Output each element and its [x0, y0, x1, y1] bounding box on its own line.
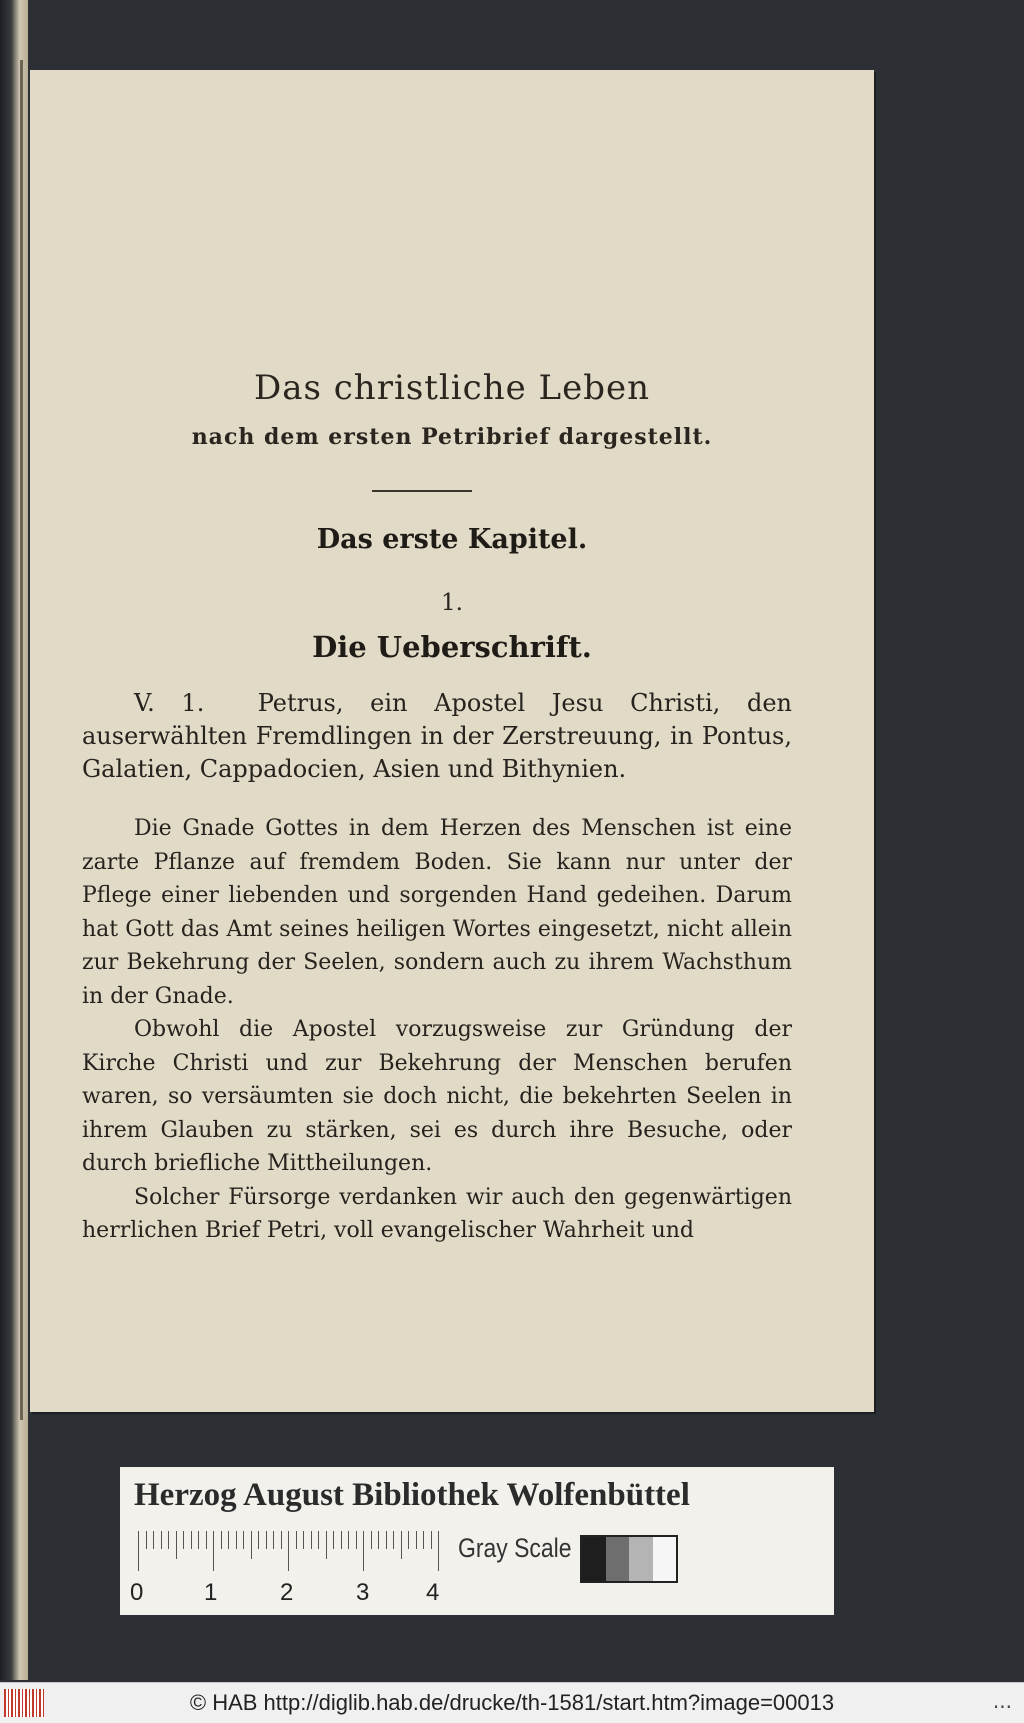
gray-scale-label: Gray Scale [458, 1533, 572, 1563]
ruler-tick [146, 1531, 147, 1549]
ruler-number: 4 [426, 1579, 440, 1606]
gray-scale-bar [580, 1535, 678, 1583]
ruler-tick [183, 1531, 184, 1549]
ruler-tick [213, 1531, 214, 1571]
page-subtitle: nach dem ersten Petribrief dargestellt. [191, 424, 713, 450]
ruler-tick [356, 1531, 357, 1549]
ruler-number: 0 [130, 1579, 144, 1606]
ruler-tick [333, 1531, 334, 1549]
ruler-tick [371, 1531, 372, 1549]
ruler-tick [258, 1531, 259, 1549]
ruler-tick [236, 1531, 237, 1549]
ruler-tick [363, 1531, 364, 1571]
library-name: Herzog August Bibliothek Wolfenbüttel [134, 1477, 690, 1513]
ruler-tick [138, 1531, 139, 1571]
page-title: Das christliche Leben [253, 368, 651, 408]
gray-swatch [606, 1537, 630, 1581]
verse-label: V. 1. [134, 689, 205, 717]
ruler-tick [243, 1531, 244, 1549]
gray-swatch [653, 1537, 677, 1581]
ruler-tick [431, 1531, 432, 1549]
chapter-heading: Das erste Kapitel. [316, 524, 588, 555]
ruler-tick [251, 1531, 252, 1559]
ruler-tick [393, 1531, 394, 1549]
ruler-tick [386, 1531, 387, 1549]
ruler-tick [198, 1531, 199, 1549]
section-title: Die Ueberschrift. [312, 630, 592, 664]
body-text [82, 812, 792, 1248]
status-bar [0, 1682, 1024, 1723]
more-options-icon[interactable]: ... [992, 1689, 1012, 1713]
ruler-tick [176, 1531, 177, 1559]
book-spine-line [20, 60, 23, 1420]
title-divider [372, 490, 472, 492]
paragraph-2: Obwohl die Apostel vorzugsweise zur Gründung der Kirche Christi und zur Bekehrung der Menschen berufen waren, so versäumten sie doch nicht, die bekehrten Seelen in ihrem Glauben zu stärken, sei es durch ihre Besuche, oder durch briefliche Mittheilungen. [82, 1017, 792, 1176]
verse-text: Petrus, ein Apostel Jesu Christi, den auserwählten Fremdlingen in der Zerstreuung, in Pontus, Galatien, Cappadocien, Asien und Bithynien. [82, 689, 792, 783]
gray-swatch [629, 1537, 653, 1581]
ruler-tick [438, 1531, 439, 1571]
ruler-tick [378, 1531, 379, 1549]
ruler-tick [296, 1531, 297, 1549]
ruler-tick [206, 1531, 207, 1549]
section-number: 1. [441, 590, 463, 616]
paragraph-3: Solcher Fürsorge verdanken wir auch den gegenwärtigen herrlichen Brief Petri, voll evangelischer Wahrheit und [82, 1184, 792, 1243]
gray-swatch [582, 1537, 606, 1581]
ruler-number: 1 [204, 1579, 218, 1606]
verse-block [82, 687, 792, 786]
library-scale-card [120, 1467, 834, 1615]
ruler-tick [401, 1531, 402, 1559]
ruler-tick [326, 1531, 327, 1559]
ruler-tick [281, 1531, 282, 1549]
ruler-tick [423, 1531, 424, 1549]
ruler-tick [221, 1531, 222, 1549]
copyright-url[interactable]: © HAB http://diglib.hab.de/drucke/th-1581/start.htm?image=00013 [189, 1690, 835, 1715]
ruler-tick [168, 1531, 169, 1549]
ruler-tick [318, 1531, 319, 1549]
ruler-tick [416, 1531, 417, 1549]
ruler-tick [348, 1531, 349, 1549]
book-page [30, 70, 874, 1412]
ruler-tick [228, 1531, 229, 1549]
ruler-tick [408, 1531, 409, 1549]
ruler-tick [303, 1531, 304, 1549]
ruler-tick [288, 1531, 289, 1571]
book-edge [0, 0, 28, 1680]
ruler-tick [191, 1531, 192, 1549]
ruler-number: 2 [280, 1579, 294, 1606]
ruler-tick [311, 1531, 312, 1549]
ruler-number: 3 [356, 1579, 370, 1606]
ruler-tick [161, 1531, 162, 1549]
ruler [138, 1531, 438, 1571]
ruler-tick [273, 1531, 274, 1549]
ruler-tick [266, 1531, 267, 1549]
paragraph-1: Die Gnade Gottes in dem Herzen des Menschen ist eine zarte Pflanze auf fremdem Boden. Sie kann nur unter der Pflege einer liebenden und sorgenden Hand gedeihen. Darum hat Gott das Amt seines heiligen Wortes eingesetzt, nicht allein zur Bekehrung der Seelen, sondern auch zu ihrem Wachsthum in der Gnade. [82, 816, 792, 1009]
ruler-tick [341, 1531, 342, 1549]
ruler-tick [153, 1531, 154, 1549]
